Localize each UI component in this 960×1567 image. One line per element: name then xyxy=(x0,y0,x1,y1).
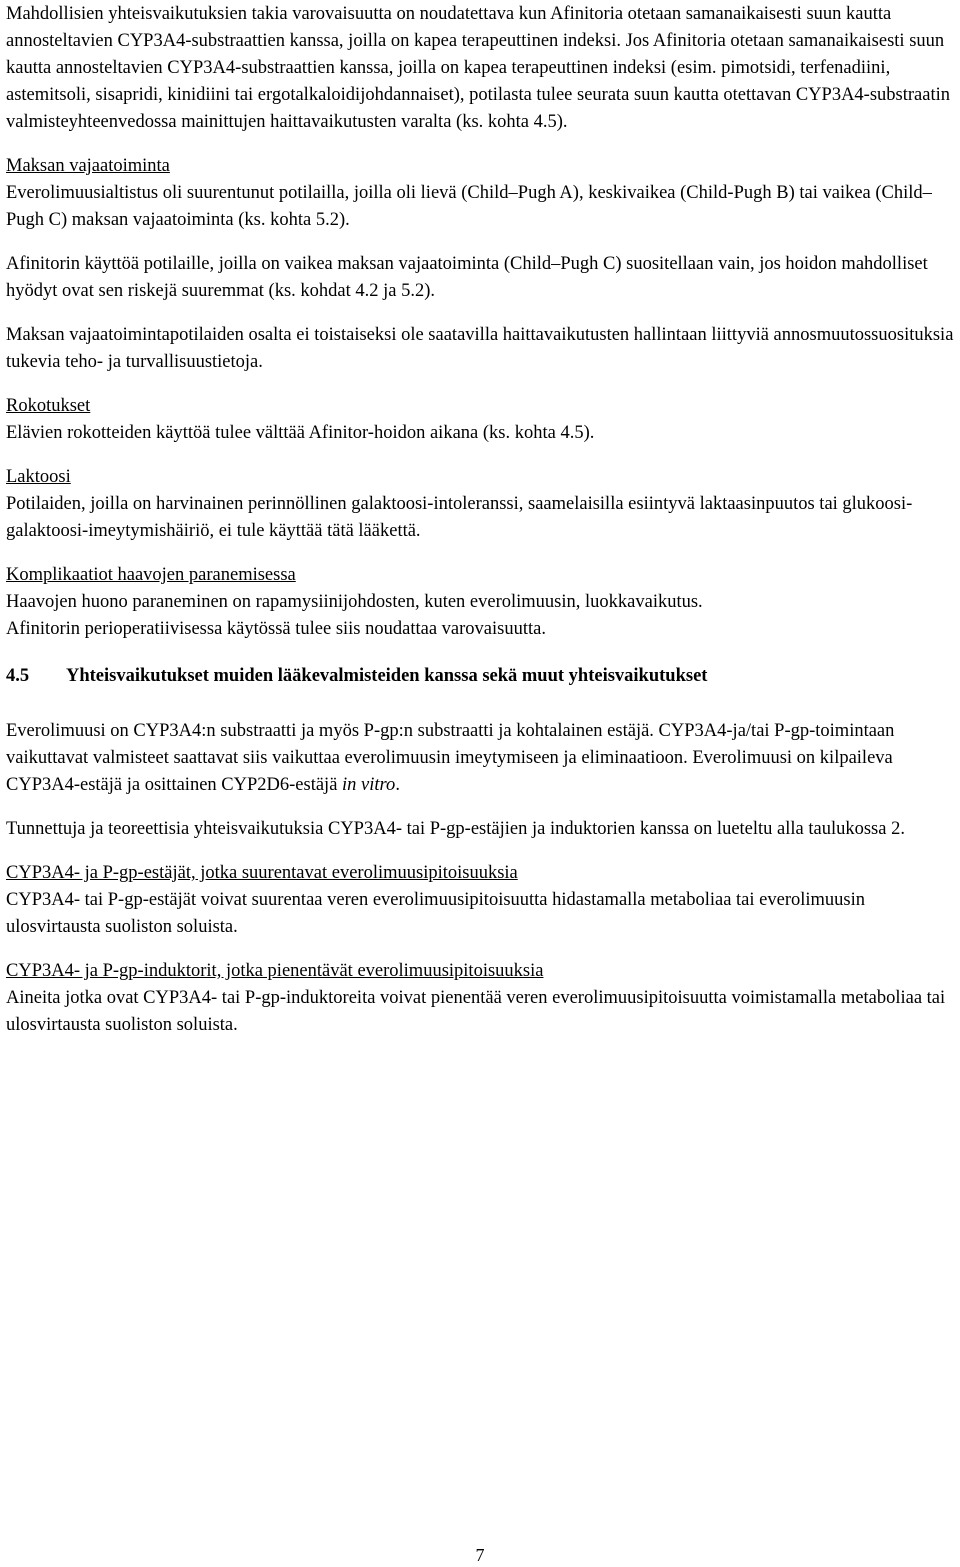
in-vitro-italic: in vitro xyxy=(342,775,396,795)
section-number: 4.5 xyxy=(6,666,30,686)
liver-impairment-heading: Maksan vajaatoiminta xyxy=(6,156,170,176)
section-title-text: Yhteisvaikutukset muiden lääkevalmisteiden kanssa sekä muut yhteisvaikutukset xyxy=(66,666,708,686)
vaccines-text: Elävien rokotteiden käyttöä tulee välttää Afinitor-hoidon aikana (ks. kohta 4.5). xyxy=(6,423,595,443)
inducers-heading: CYP3A4- ja P-gp-induktorit, jotka pienentävät everolimuusipitoisuuksia xyxy=(6,961,544,981)
inhibitors-text: CYP3A4- tai P-gp-estäjät voivat suurentaa veren everolimuusipitoisuutta hidastamalla metaboliaa tai everolimuusin ulosvirtausta suoliston soluista. xyxy=(6,890,866,937)
intro-paragraph: Mahdollisien yhteisvaikutuksien takia varovaisuutta on noudatettava kun Afinitoria otetaan samanaikaisesti suun kautta annosteltavien CYP3A4-substraattien kanssa, joilla on kapea terapeuttinen indeksi. Jos Afinitoria otetaan samanaikaisesti suun kautta annosteltavien CYP3A4-substraattien kanssa, joilla on kapea terapeuttinen indeksi (esim. pimotsidi, terfenadiini, astemitsoli, sisapridi, kinidiini tai ergotalkaloidijohdannaiset), potilasta tulee seurata suun kautta otettavan CYP3A4-substraatin valmisteyhteenvedossa mainittujen haittavaikutusten varalta (ks. kohta 4.5). xyxy=(6,4,950,132)
wound-healing-section xyxy=(6,562,956,643)
interactions-paragraph-1-end: . xyxy=(395,775,400,795)
lactose-heading: Laktoosi xyxy=(6,467,71,487)
vaccines-heading: Rokotukset xyxy=(6,396,91,416)
wound-healing-line-1: Haavojen huono paraneminen on rapamysiinijohdosten, kuten everolimuusin, luokkavaikutus. xyxy=(6,592,703,612)
liver-paragraph-1: Everolimuusialtistus oli suurentunut potilailla, joilla oli lievä (Child–Pugh A), keskivaikea (Child-Pugh B) tai vaikea (Child–Pugh C) maksan vajaatoiminta (ks. kohta 5.2). xyxy=(6,183,932,230)
inhibitors-heading: CYP3A4- ja P-gp-estäjät, jotka suurentavat everolimuusipitoisuuksia xyxy=(6,863,518,883)
interactions-paragraph-2: Tunnettuja ja teoreettisia yhteisvaikutuksia CYP3A4- tai P-gp-estäjien ja induktorien kanssa on lueteltu alla taulukossa 2. xyxy=(6,819,905,839)
interactions-paragraph-1-main: Everolimuusi on CYP3A4:n substraatti ja myös P-gp:n substraatti ja kohtalainen estäjä. CYP3A4-ja/tai P-gp-toimintaan vaikuttavat valmisteet saattavat siis vaikuttaa everolimuusin imeytymiseen ja eliminaatioon. Everolimuusi on kilpaileva CYP3A4-estäjä ja osittainen CYP2D6-estäjä xyxy=(6,721,895,795)
page-number: 7 xyxy=(475,1545,485,1565)
liver-impairment-section xyxy=(6,153,956,234)
section-4-5 xyxy=(6,663,956,690)
inducers-text: Aineita jotka ovat CYP3A4- tai P-gp-induktoreita voivat pienentää veren everolimuusipitoisuutta voimistamalla metaboliaa tai ulosvirtausta suoliston soluista. xyxy=(6,988,946,1035)
inhibitors-section xyxy=(6,860,956,941)
liver-paragraph-2: Afinitorin käyttöä potilaille, joilla on vaikea maksan vajaatoiminta (Child–Pugh C) suositellaan vain, jos hoidon mahdolliset hyödyt ovat sen riskejä suuremmat (ks. kohdat 4.2 ja 5.2). xyxy=(6,254,928,301)
section-title xyxy=(6,663,956,690)
wound-healing-heading: Komplikaatiot haavojen paranemisessa xyxy=(6,565,296,585)
vaccines-section xyxy=(6,393,956,447)
document-page xyxy=(6,0,956,1039)
lactose-section xyxy=(6,464,956,545)
liver-paragraph-3: Maksan vajaatoimintapotilaiden osalta ei toistaiseksi ole saatavilla haittavaikutusten hallintaan liittyviä annosmuutossuosituksia tukevia teho- ja turvallisuustietoja. xyxy=(6,325,954,372)
interactions-paragraph-1 xyxy=(6,718,956,799)
inducers-section xyxy=(6,958,956,1039)
lactose-text: Potilaiden, joilla on harvinainen perinnöllinen galaktoosi-intoleranssi, saamelaisilla esiintyvä laktaasinpuutos tai glukoosi-galaktoosi-imeytymishäiriö, ei tule käyttää tätä lääkettä. xyxy=(6,494,913,541)
wound-healing-line-2: Afinitorin perioperatiivisessa käytössä tulee siis noudattaa varovaisuutta. xyxy=(6,619,546,639)
